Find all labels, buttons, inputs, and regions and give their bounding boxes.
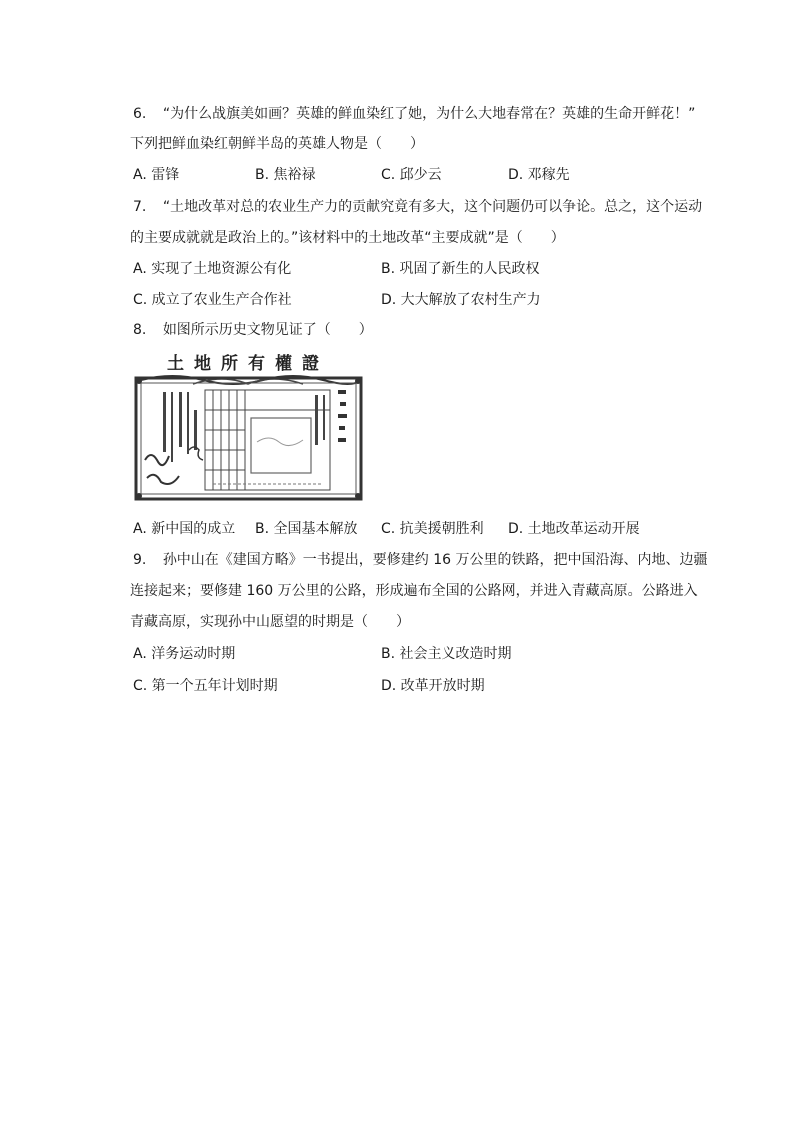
option-a: A. 实现了土地资源公有化 <box>133 261 292 277</box>
question-number: 9. <box>133 552 147 568</box>
question-7-line-1 <box>133 197 702 217</box>
question-number: 8. <box>133 322 147 338</box>
option-d: D. 邓稼先 <box>508 167 570 183</box>
question-8-line-1 <box>133 320 373 340</box>
question-6-line-2: 下列把鲜血染红朝鲜半岛的英雄人物是（ ） <box>130 136 424 152</box>
question-number: 6. <box>133 106 147 122</box>
question-6-line-1 <box>133 104 695 124</box>
question-text: 如图所示历史文物见证了（ ） <box>162 322 373 338</box>
option-c: C. 抗美援朝胜利 <box>381 521 484 537</box>
option-a: A. 雷锋 <box>133 167 180 183</box>
question-9-line-3: 青藏高原，实现孙中山愿望的时期是（ ） <box>130 614 410 630</box>
option-b: B. 焦裕禄 <box>255 167 316 183</box>
question-text: “为什么战旗美如画？英雄的鲜血染红了她，为什么大地春常在？英雄的生命开鲜花！” <box>162 106 696 122</box>
question-number: 7. <box>133 199 147 215</box>
option-d: D. 土地改革运动开展 <box>508 521 640 537</box>
option-c: C. 邱少云 <box>381 167 442 183</box>
question-7-line-2: 的主要成就就是政治上的。”该材料中的土地改革“主要成就”是（ ） <box>130 230 565 246</box>
option-d: D. 大大解放了农村生产力 <box>381 292 541 308</box>
option-b: B. 巩固了新生的人民政权 <box>381 261 540 277</box>
option-a: A. 洋务运动时期 <box>133 646 236 662</box>
option-b: B. 全国基本解放 <box>255 521 358 537</box>
option-b: B. 社会主义改造时期 <box>381 646 512 662</box>
option-c: C. 第一个五年计划时期 <box>133 678 278 694</box>
question-9-line-2: 连接起来；要修建 160 万公里的公路，形成遍布全国的公路网，并进入青藏高原。公路进入 <box>130 583 698 599</box>
option-d: D. 改革开放时期 <box>381 678 485 694</box>
certificate-title: 土地所有權證 <box>167 354 329 374</box>
land-certificate-image <box>133 350 364 502</box>
question-9-line-1 <box>133 550 708 570</box>
option-c: C. 成立了农业生产合作社 <box>133 292 292 308</box>
question-text: 孙中山在《建国方略》一书提出，要修建约 16 万公里的铁路，把中国沿海、内地、边疆 <box>162 552 708 568</box>
question-text: “土地改革对总的农业生产力的贡献究竟有多大，这个问题仍可以争论。总之，这个运动 <box>162 199 703 215</box>
option-a: A. 新中国的成立 <box>133 521 236 537</box>
